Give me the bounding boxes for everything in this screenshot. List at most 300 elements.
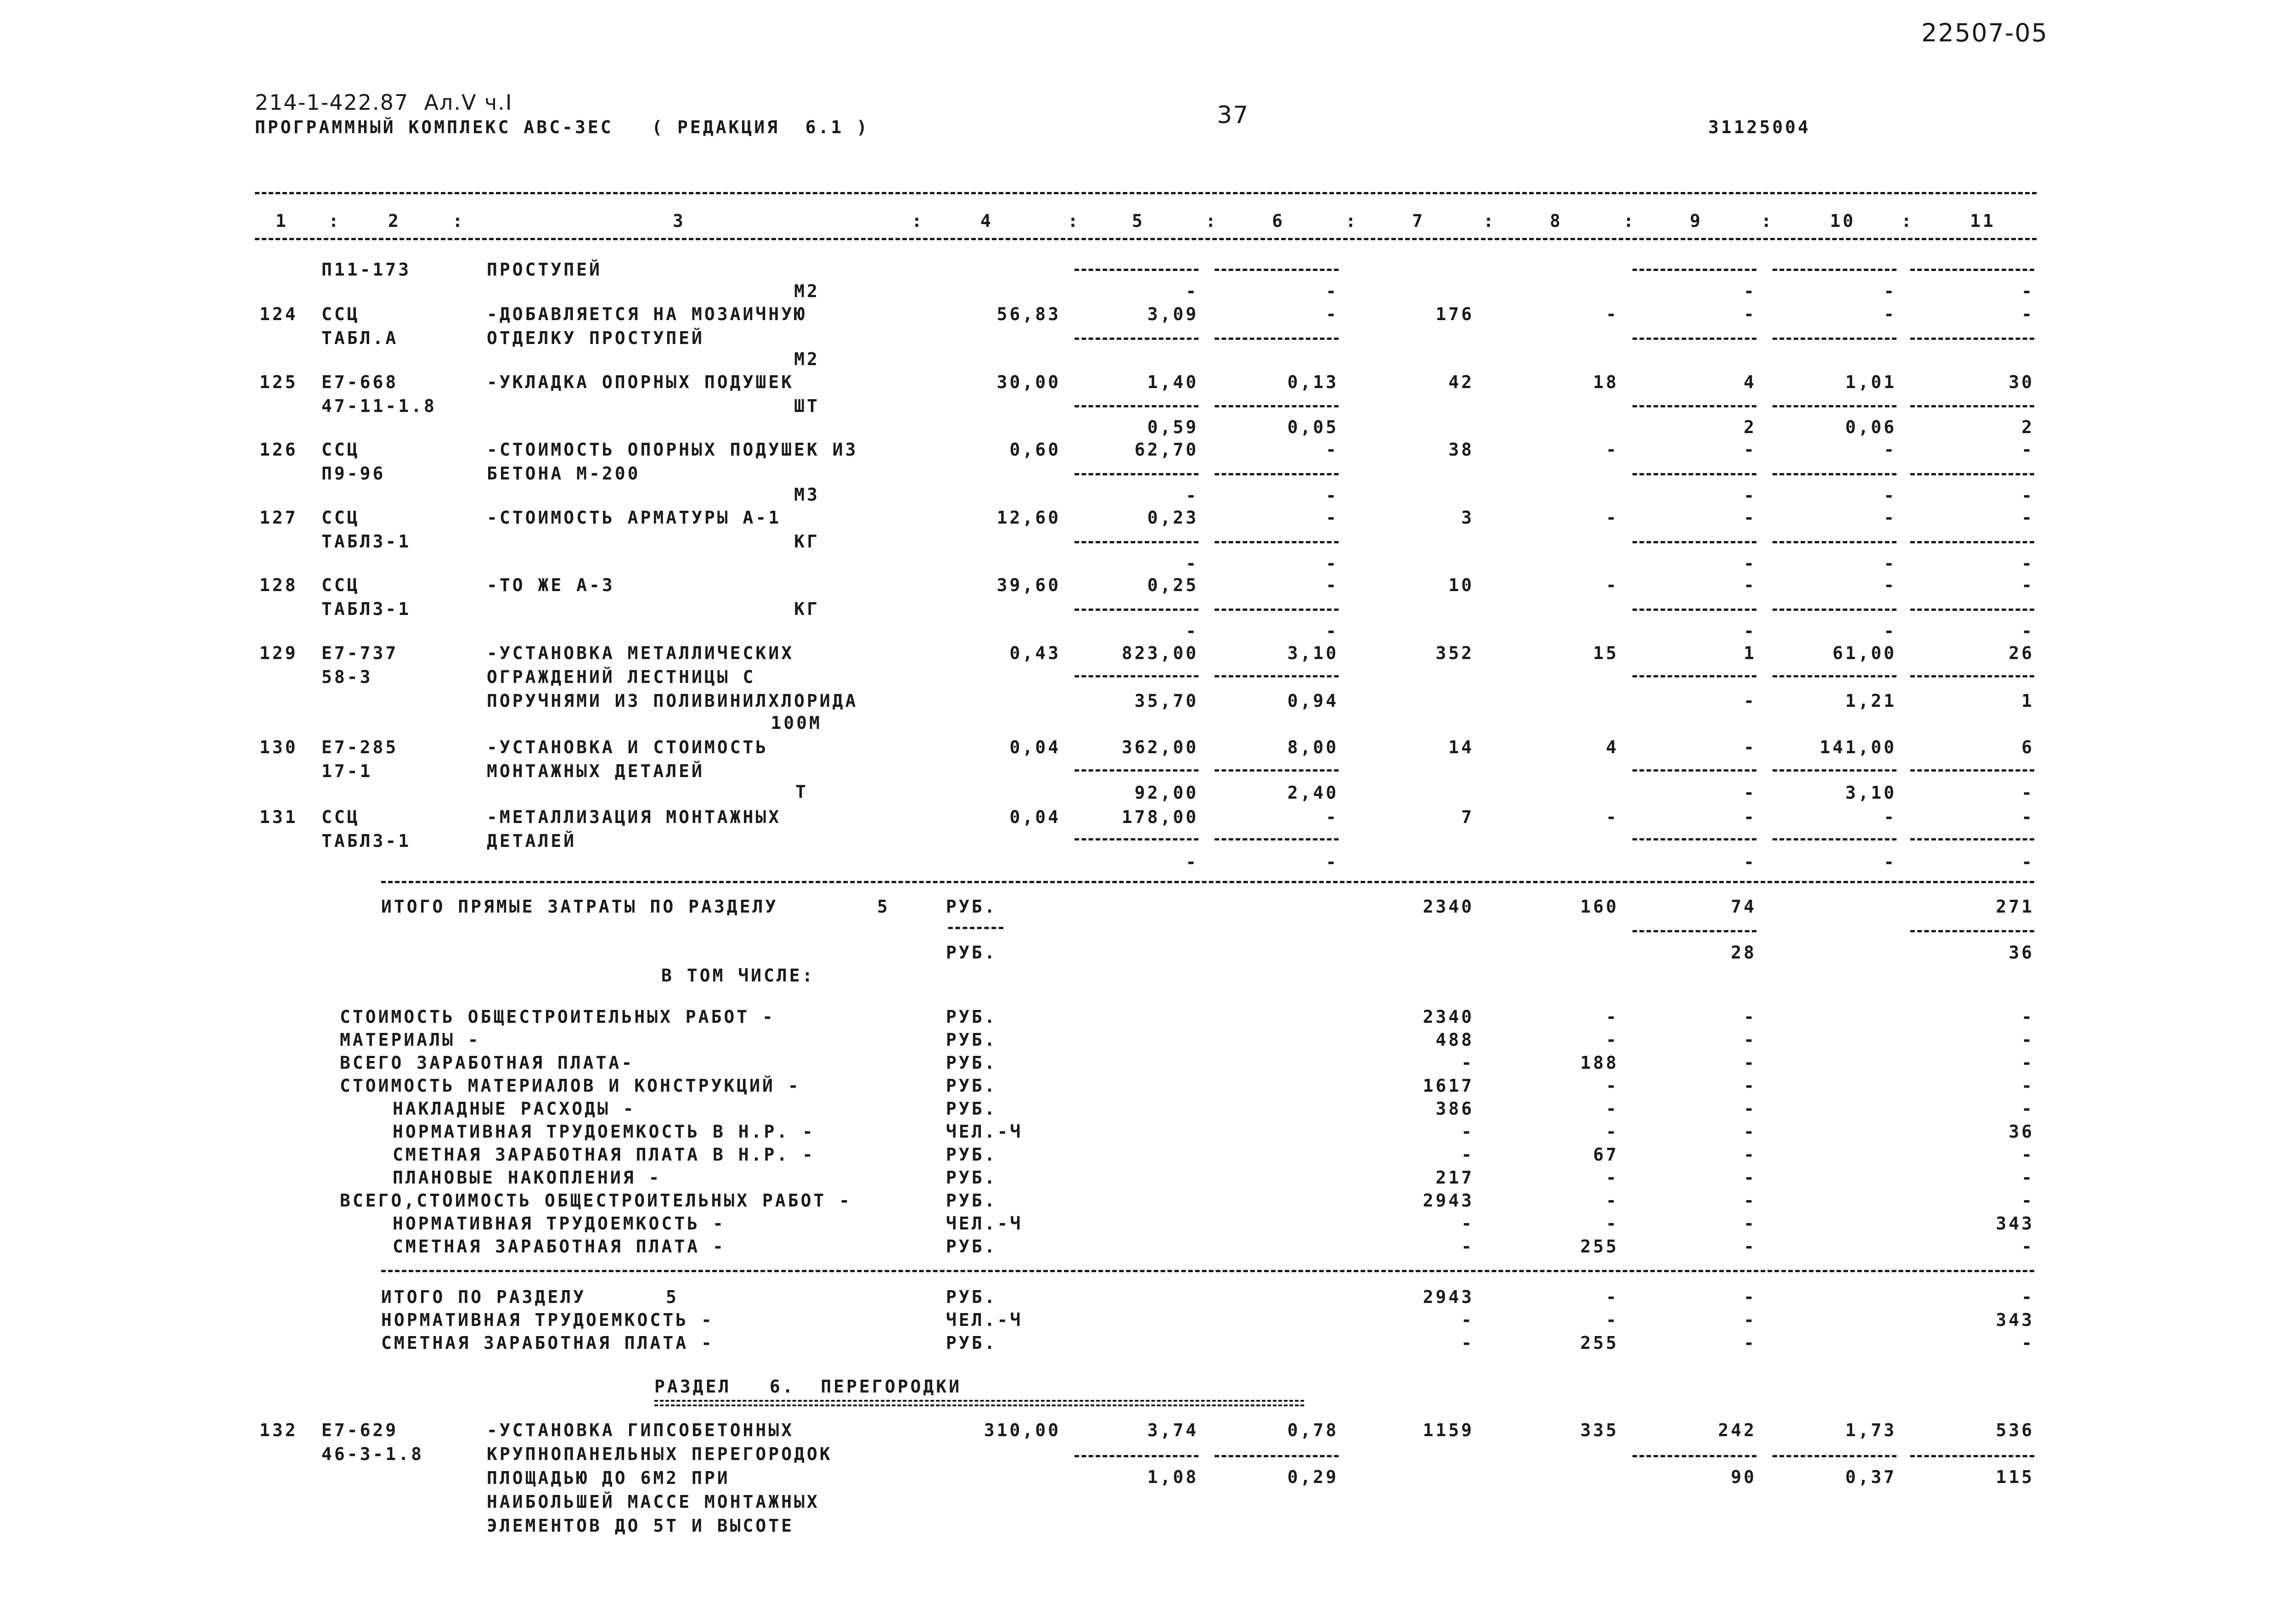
row-subvalue-s6: - <box>1326 621 1339 641</box>
row-subvalue-s11: - <box>2021 553 2034 574</box>
row-code: Е7-629 <box>321 1420 399 1440</box>
summary-label: МАТЕРИАЛЫ - <box>340 1030 481 1050</box>
summary-label: СМЕТНАЯ ЗАРАБОТНАЯ ПЛАТА В Н.Р. - <box>393 1145 815 1165</box>
row-value-c10: - <box>1884 507 1896 528</box>
unit-label: 100М <box>771 713 822 733</box>
summary-unit: РУБ. <box>946 1053 997 1073</box>
row-description: -ТО ЖЕ А-3 <box>487 575 615 595</box>
row-value-c6: 8,00 <box>1287 737 1339 757</box>
summary-c7: 217 <box>1435 1167 1474 1188</box>
row-value-c7: 352 <box>1435 643 1474 663</box>
subtotal-rule <box>1215 541 1339 543</box>
row-value-c9: - <box>1744 807 1756 827</box>
row-value-c6: - <box>1326 575 1339 595</box>
summary-c8: - <box>1606 1030 1619 1050</box>
row-value-c9: - <box>1744 575 1756 595</box>
summary-unit: РУБ. <box>946 1236 997 1257</box>
column-separator: : <box>1623 211 1636 231</box>
subtotal-rule <box>1075 473 1199 475</box>
row-value-c9: - <box>1744 507 1756 528</box>
row-subvalue-s9: - <box>1744 621 1756 641</box>
subtotal-rule <box>1910 609 2034 611</box>
subtotal-rule <box>1632 769 1756 772</box>
summary-c7: 386 <box>1435 1099 1474 1119</box>
row-subvalue-s10: 0,37 <box>1845 1467 1896 1487</box>
row-subvalue-s9: - <box>1744 553 1756 574</box>
summary-label: СМЕТНАЯ ЗАРАБОТНАЯ ПЛАТА - <box>393 1236 726 1257</box>
column-separator: : <box>452 211 465 231</box>
page-number: 37 <box>1217 101 1249 129</box>
summary-c11: - <box>2021 1145 2034 1165</box>
section-total-c8: 255 <box>1580 1333 1619 1353</box>
row-value-c5: 0,25 <box>1147 575 1199 595</box>
row-description: НАИБОЛЬШЕЙ МАССЕ МОНТАЖНЫХ <box>487 1492 820 1512</box>
row-value-c5: 1,40 <box>1147 372 1199 392</box>
row-code-reference: 46-3-1.8 <box>321 1444 424 1464</box>
subtotal-rule <box>1910 405 2034 407</box>
row-value-c7: 176 <box>1435 304 1474 324</box>
summary-label: НАКЛАДНЫЕ РАСХОДЫ - <box>393 1099 636 1119</box>
summary-c8: - <box>1606 1167 1619 1188</box>
row-value-c6: 0,13 <box>1287 372 1339 392</box>
subtotal-rule <box>1773 405 1896 407</box>
summary-c9: - <box>1744 1190 1756 1211</box>
unit-label: М2 <box>794 349 820 369</box>
summary-c7: - <box>1461 1053 1474 1073</box>
subtotal-rule <box>1075 769 1199 772</box>
row-value-c8: - <box>1606 575 1619 595</box>
summary-c9: - <box>1744 1030 1756 1050</box>
row-number: 131 <box>259 807 298 827</box>
row-value-c10: 1,01 <box>1845 372 1896 392</box>
subtotal-rule <box>1075 1455 1199 1457</box>
subtotal-rule <box>1215 1455 1339 1457</box>
summary-c7: 2943 <box>1423 1190 1474 1211</box>
row-value-c9: - <box>1744 304 1756 324</box>
row-value-c10: - <box>1884 807 1896 827</box>
row-description-cont: ПОРУЧНЯМИ ИЗ ПОЛИВИНИЛХЛОРИДА <box>487 691 858 711</box>
row-subvalue-s6: 0,29 <box>1287 1467 1339 1487</box>
row-subvalue-s10: - <box>1884 621 1896 641</box>
row-value-c8: - <box>1606 507 1619 528</box>
row-number: 126 <box>259 440 298 460</box>
row-description: -УСТАНОВКА МЕТАЛЛИЧЕСКИХ <box>487 643 794 663</box>
summary-c11: - <box>2021 1167 2034 1188</box>
row-subvalue-s9: - <box>1744 783 1756 803</box>
section-title-underline <box>654 1400 1304 1406</box>
row-description: ПРОСТУПЕЙ <box>487 259 602 280</box>
row-code: П11-173 <box>321 259 411 280</box>
row-value-c11: - <box>2021 507 2034 528</box>
summary-label: НОРМАТИВНАЯ ТРУДОЕМКОСТЬ В Н.Р. - <box>393 1122 815 1142</box>
section-total-label: НОРМАТИВНАЯ ТРУДОЕМКОСТЬ - <box>381 1310 714 1330</box>
column-header-11: 11 <box>1970 211 1996 231</box>
row-description-cont: ДЕТАЛЕЙ <box>487 831 577 851</box>
row-value-c6: - <box>1326 507 1339 528</box>
section-total-unit: РУБ. <box>946 1333 997 1353</box>
summary-c7: 488 <box>1435 1030 1474 1050</box>
column-header-2: 2 <box>388 211 401 231</box>
row-subvalue-s6: - <box>1326 485 1339 506</box>
section-total-c7: 2943 <box>1423 1287 1474 1307</box>
row-subvalue-s10: 0,06 <box>1845 417 1896 437</box>
subtotal-rule <box>1773 609 1896 611</box>
section-total-c11: - <box>2021 1287 2034 1307</box>
row-code-reference: 47-11-1.8 <box>321 396 437 416</box>
row-value-c4: 0,43 <box>1009 643 1061 663</box>
row-value-c4: 0,60 <box>1009 440 1061 460</box>
summary-c11: - <box>2021 1030 2034 1050</box>
subtotal-rule <box>1910 269 2034 271</box>
row-value-c5: 3,09 <box>1147 304 1199 324</box>
row-value-c5: 823,00 <box>1121 643 1199 663</box>
row-subvalue-s9: - <box>1744 691 1756 711</box>
summary-c8: 67 <box>1593 1145 1619 1165</box>
row-description: -МЕТАЛЛИЗАЦИЯ МОНТАЖНЫХ <box>487 807 782 827</box>
section-total-c7: - <box>1461 1310 1474 1330</box>
summary-c8: - <box>1606 1213 1619 1234</box>
row-subvalue-s5: 92,00 <box>1134 783 1199 803</box>
row-subvalue-s6: 0,94 <box>1287 691 1339 711</box>
row-code: ССЦ <box>321 304 360 324</box>
row-value-c4: 0,04 <box>1009 737 1061 757</box>
subtotal-rule <box>1773 473 1896 475</box>
row-value-c9: - <box>1744 440 1756 460</box>
total-direct-label: ИТОГО ПРЯМЫЕ ЗАТРАТЫ ПО РАЗДЕЛУ <box>381 897 778 917</box>
row-subvalue-s6: 2,40 <box>1287 783 1339 803</box>
row-description: -УКЛАДКА ОПОРНЫХ ПОДУШЕК <box>487 372 794 392</box>
subtotal-rule <box>1632 1455 1756 1457</box>
unit-label: ШТ <box>794 396 820 416</box>
total-direct-c8: 160 <box>1580 897 1619 917</box>
row-number: 130 <box>259 737 298 757</box>
section-total-unit: РУБ. <box>946 1287 997 1307</box>
row-subvalue-s10: - <box>1884 281 1896 301</box>
summary-c8: 255 <box>1580 1236 1619 1257</box>
subtotal-rule <box>1075 269 1199 271</box>
row-subvalue-s11: - <box>2021 783 2034 803</box>
subtotal-rule <box>1632 338 1756 340</box>
row-subvalue-s6: - <box>1326 281 1339 301</box>
row-value-c7: 10 <box>1448 575 1474 595</box>
summary-unit: РУБ. <box>946 1145 997 1165</box>
subtotal-rule <box>1215 769 1339 772</box>
row-value-c5: 178,00 <box>1121 807 1199 827</box>
row-value-c8: 4 <box>1606 737 1619 757</box>
program-title: ПРОГРАММНЫЙ КОМПЛЕКС АВС-3ЕС ( РЕДАКЦИЯ 6.1 ) <box>255 117 870 137</box>
row-value-c10: - <box>1884 575 1896 595</box>
subtotal-rule <box>1075 609 1199 611</box>
summary-c7: - <box>1461 1145 1474 1165</box>
summary-c11: 36 <box>2009 1122 2034 1142</box>
total-direct-c9: 74 <box>1731 897 1756 917</box>
summary-c9: - <box>1744 1053 1756 1073</box>
summary-c9: - <box>1744 1236 1756 1257</box>
subtotal-rule <box>1910 541 2034 543</box>
summary-label: ВСЕГО ЗАРАБОТНАЯ ПЛАТА- <box>340 1053 635 1073</box>
summary-label: СТОИМОСТЬ МАТЕРИАЛОВ И КОНСТРУКЦИЙ - <box>340 1076 801 1096</box>
section-total-number: 5 <box>666 1287 679 1307</box>
unit-label: Т <box>795 782 808 802</box>
row-description: -УСТАНОВКА ГИПСОБЕТОННЫХ <box>487 1420 794 1440</box>
row-description-cont: МОНТАЖНЫХ ДЕТАЛЕЙ <box>487 761 704 781</box>
row-code-reference: ТАБЛ3-1 <box>321 599 411 619</box>
summary-c7: - <box>1461 1236 1474 1257</box>
row-value-c8: 335 <box>1580 1420 1619 1440</box>
including-label: В ТОМ ЧИСЛЕ: <box>661 965 815 986</box>
subtotal-rule <box>1910 338 2034 340</box>
row-subvalue-s11: - <box>2021 281 2034 301</box>
row-description: ПЛОЩАДЬЮ ДО 6М2 ПРИ <box>487 1468 730 1488</box>
row-value-c10: 61,00 <box>1832 643 1896 663</box>
column-header-6: 6 <box>1272 211 1285 231</box>
summary-unit: РУБ. <box>946 1167 997 1188</box>
row-subvalue-s11: - <box>2021 621 2034 641</box>
row-value-c8: 18 <box>1593 372 1619 392</box>
row-value-c4: 0,04 <box>1009 807 1061 827</box>
summary-c8: - <box>1606 1099 1619 1119</box>
subtotal-rule <box>1215 269 1339 271</box>
column-header-7: 7 <box>1412 211 1425 231</box>
total-direct-c11: 271 <box>1996 897 2034 917</box>
column-header-4: 4 <box>980 211 993 231</box>
column-separator: : <box>1068 211 1080 231</box>
summary-c7: 1617 <box>1423 1076 1474 1096</box>
row-value-c7: 1159 <box>1423 1420 1474 1440</box>
summary-c11: - <box>2021 1099 2034 1119</box>
subtotal-rule <box>1773 675 1896 677</box>
column-separator: : <box>1345 211 1358 231</box>
row-subvalue-s11: 1 <box>2021 691 2034 711</box>
section-total-label: ИТОГО ПО РАЗДЕЛУ <box>381 1287 586 1307</box>
row-subvalue-s11: - <box>2021 485 2034 506</box>
section-total-label: СМЕТНАЯ ЗАРАБОТНАЯ ПЛАТА - <box>381 1333 714 1353</box>
total-direct-s9: 28 <box>1731 942 1756 963</box>
row-value-c11: 26 <box>2009 643 2034 663</box>
summary-unit: РУБ. <box>946 1030 997 1050</box>
subtotal-rule <box>1632 675 1756 677</box>
section-total-c8: - <box>1606 1287 1619 1307</box>
section-total-c7: - <box>1461 1333 1474 1353</box>
row-description-cont: ОГРАЖДЕНИЙ ЛЕСТНИЦЫ С <box>487 667 756 687</box>
summary-c8: - <box>1606 1122 1619 1142</box>
row-value-c9: 1 <box>1744 643 1756 663</box>
summary-c9: - <box>1744 1145 1756 1165</box>
subtotal-rule <box>1075 675 1199 677</box>
summary-c7: - <box>1461 1122 1474 1142</box>
row-subvalue-s5: 1,08 <box>1147 1467 1199 1487</box>
row-value-c11: - <box>2021 807 2034 827</box>
row-subvalue-s11: - <box>2021 852 2034 872</box>
row-value-c9: 4 <box>1744 372 1756 392</box>
row-description: ЭЛЕМЕНТОВ ДО 5Т И ВЫСОТЕ <box>487 1516 794 1536</box>
row-subvalue-s5: 35,70 <box>1134 691 1199 711</box>
section-total-c11: 343 <box>1996 1310 2034 1330</box>
row-subvalue-s5: - <box>1186 621 1199 641</box>
row-number: 128 <box>259 575 298 595</box>
column-header-1: 1 <box>276 211 288 231</box>
column-separator: : <box>1761 211 1774 231</box>
document-id: 31125004 <box>1708 117 1811 137</box>
section-total-c9: - <box>1744 1310 1756 1330</box>
subtotal-rule <box>1215 473 1339 475</box>
row-value-c4: 56,83 <box>996 304 1061 324</box>
row-code-reference: ТАБЛ3-1 <box>321 831 411 851</box>
row-subvalue-s5: - <box>1186 852 1199 872</box>
row-subvalue-s6: 0,05 <box>1287 417 1339 437</box>
subtotal-rule <box>1910 838 2034 840</box>
row-value-c4: 39,60 <box>996 575 1061 595</box>
row-subvalue-s10: - <box>1884 485 1896 506</box>
row-value-c7: 38 <box>1448 440 1474 460</box>
section-total-c9: - <box>1744 1333 1756 1353</box>
row-value-c10: 1,73 <box>1845 1420 1896 1440</box>
row-subvalue-s9: 2 <box>1744 417 1756 437</box>
subtotal-rule <box>1632 609 1756 611</box>
row-value-c5: 0,23 <box>1147 507 1199 528</box>
row-subvalue-s6: - <box>1326 852 1339 872</box>
unit-label: М2 <box>794 281 820 301</box>
summary-c9: - <box>1744 1122 1756 1142</box>
row-value-c10: - <box>1884 440 1896 460</box>
subtotal-rule <box>1632 838 1756 840</box>
row-code: Е7-285 <box>321 737 399 757</box>
summary-c9: - <box>1744 1076 1756 1096</box>
subtotal-rule <box>1910 930 2034 932</box>
section-total-c11: - <box>2021 1333 2034 1353</box>
row-code-reference: 17-1 <box>321 761 373 781</box>
column-separator: : <box>1901 211 1914 231</box>
row-number: 125 <box>259 372 298 392</box>
row-subvalue-s6: - <box>1326 553 1339 574</box>
row-value-c5: 3,74 <box>1147 1420 1199 1440</box>
row-description: -УСТАНОВКА И СТОИМОСТЬ <box>487 737 769 757</box>
row-value-c8: - <box>1606 304 1619 324</box>
summary-c11: - <box>2021 1190 2034 1211</box>
row-number: 132 <box>259 1420 298 1440</box>
summary-unit: РУБ. <box>946 1190 997 1211</box>
row-code-reference: ТАБЛ.А <box>321 328 399 348</box>
summary-label: НОРМАТИВНАЯ ТРУДОЕМКОСТЬ - <box>393 1213 726 1234</box>
row-value-c9: - <box>1744 737 1756 757</box>
row-value-c10: - <box>1884 304 1896 324</box>
total-direct-c7: 2340 <box>1423 897 1474 917</box>
subtotal-rule <box>1215 609 1339 611</box>
subtotal-rule <box>1075 405 1199 407</box>
row-subvalue-s9: - <box>1744 281 1756 301</box>
row-subvalue-s10: 1,21 <box>1845 691 1896 711</box>
summary-c11: - <box>2021 1236 2034 1257</box>
row-value-c4: 310,00 <box>984 1420 1061 1440</box>
row-number: 129 <box>259 643 298 663</box>
summary-label: СТОИМОСТЬ ОБЩЕСТРОИТЕЛЬНЫХ РАБОТ - <box>340 1007 775 1027</box>
summary-c8: - <box>1606 1190 1619 1211</box>
total-direct-unit: РУБ. <box>946 897 997 917</box>
subtotal-rule <box>1773 838 1896 840</box>
subtotal-rule <box>1632 473 1756 475</box>
summary-c7: - <box>1461 1213 1474 1234</box>
row-value-c11: 30 <box>2009 372 2034 392</box>
row-value-c6: 0,78 <box>1287 1420 1339 1440</box>
unit-label: М3 <box>794 485 820 505</box>
subtotal-rule <box>1075 541 1199 543</box>
row-subvalue-s5: 0,59 <box>1147 417 1199 437</box>
row-description: КРУПНОПАНЕЛЬНЫХ ПЕРЕГОРОДОК <box>487 1444 833 1464</box>
row-value-c7: 14 <box>1448 737 1474 757</box>
row-subvalue-s10: - <box>1884 852 1896 872</box>
summary-unit: РУБ. <box>946 1007 997 1027</box>
subtotal-rule <box>1632 541 1756 543</box>
summary-c8: - <box>1606 1007 1619 1027</box>
table-header-rule <box>255 238 2037 240</box>
summary-unit: РУБ. <box>946 1099 997 1119</box>
row-value-c7: 42 <box>1448 372 1474 392</box>
section-rule <box>381 881 2034 883</box>
row-value-c4: 30,00 <box>996 372 1061 392</box>
row-value-c5: 362,00 <box>1121 737 1199 757</box>
row-description: -ДОБАВЛЯЕТСЯ НА МОЗАИЧНУЮ <box>487 304 807 324</box>
subtotal-rule <box>1773 338 1896 340</box>
summary-c8: - <box>1606 1076 1619 1096</box>
unit-rule <box>948 927 1003 929</box>
summary-unit: ЧЕЛ.-Ч <box>946 1122 1023 1142</box>
column-separator: : <box>1205 211 1218 231</box>
total-direct-unit: РУБ. <box>946 942 997 963</box>
row-description: -СТОИМОСТЬ АРМАТУРЫ А-1 <box>487 507 782 528</box>
summary-c7: 2340 <box>1423 1007 1474 1027</box>
section-total-c9: - <box>1744 1287 1756 1307</box>
summary-c9: - <box>1744 1213 1756 1234</box>
column-separator: : <box>1483 211 1496 231</box>
row-code: ССЦ <box>321 807 360 827</box>
column-separator: : <box>912 211 924 231</box>
table-top-rule <box>255 192 2037 194</box>
row-subvalue-s5: - <box>1186 553 1199 574</box>
summary-c11: - <box>2021 1053 2034 1073</box>
column-header-3: 3 <box>673 211 686 231</box>
subtotal-rule <box>1215 838 1339 840</box>
total-direct-section: 5 <box>877 897 890 917</box>
row-subvalue-s9: - <box>1744 852 1756 872</box>
row-subvalue-s11: 115 <box>1996 1467 2034 1487</box>
subtotal-rule <box>1910 1455 2034 1457</box>
row-value-c5: 62,70 <box>1134 440 1199 460</box>
column-header-9: 9 <box>1690 211 1703 231</box>
row-value-c11: - <box>2021 575 2034 595</box>
row-description-cont: БЕТОНА М-200 <box>487 463 641 484</box>
row-value-c6: 3,10 <box>1287 643 1339 663</box>
row-value-c9: 242 <box>1718 1420 1756 1440</box>
unit-label: КГ <box>794 599 820 619</box>
row-code: Е7-737 <box>321 643 399 663</box>
subtotal-rule <box>1773 769 1896 772</box>
subtotal-rule <box>1910 769 2034 772</box>
column-separator: : <box>328 211 341 231</box>
total-direct-s11: 36 <box>2009 942 2034 963</box>
row-value-c6: - <box>1326 807 1339 827</box>
row-description-cont: ОТДЕЛКУ ПРОСТУПЕЙ <box>487 328 704 348</box>
row-code-reference: ТАБЛ3-1 <box>321 531 411 552</box>
document-stamp: 22507-05 <box>1921 18 2048 47</box>
row-value-c11: 6 <box>2021 737 2034 757</box>
row-value-c8: 15 <box>1593 643 1619 663</box>
subtotal-rule <box>1215 675 1339 677</box>
row-code: Е7-668 <box>321 372 399 392</box>
subtotal-rule <box>1773 269 1896 271</box>
row-subvalue-s10: 3,10 <box>1845 783 1896 803</box>
summary-c9: - <box>1744 1167 1756 1188</box>
column-header-10: 10 <box>1830 211 1856 231</box>
